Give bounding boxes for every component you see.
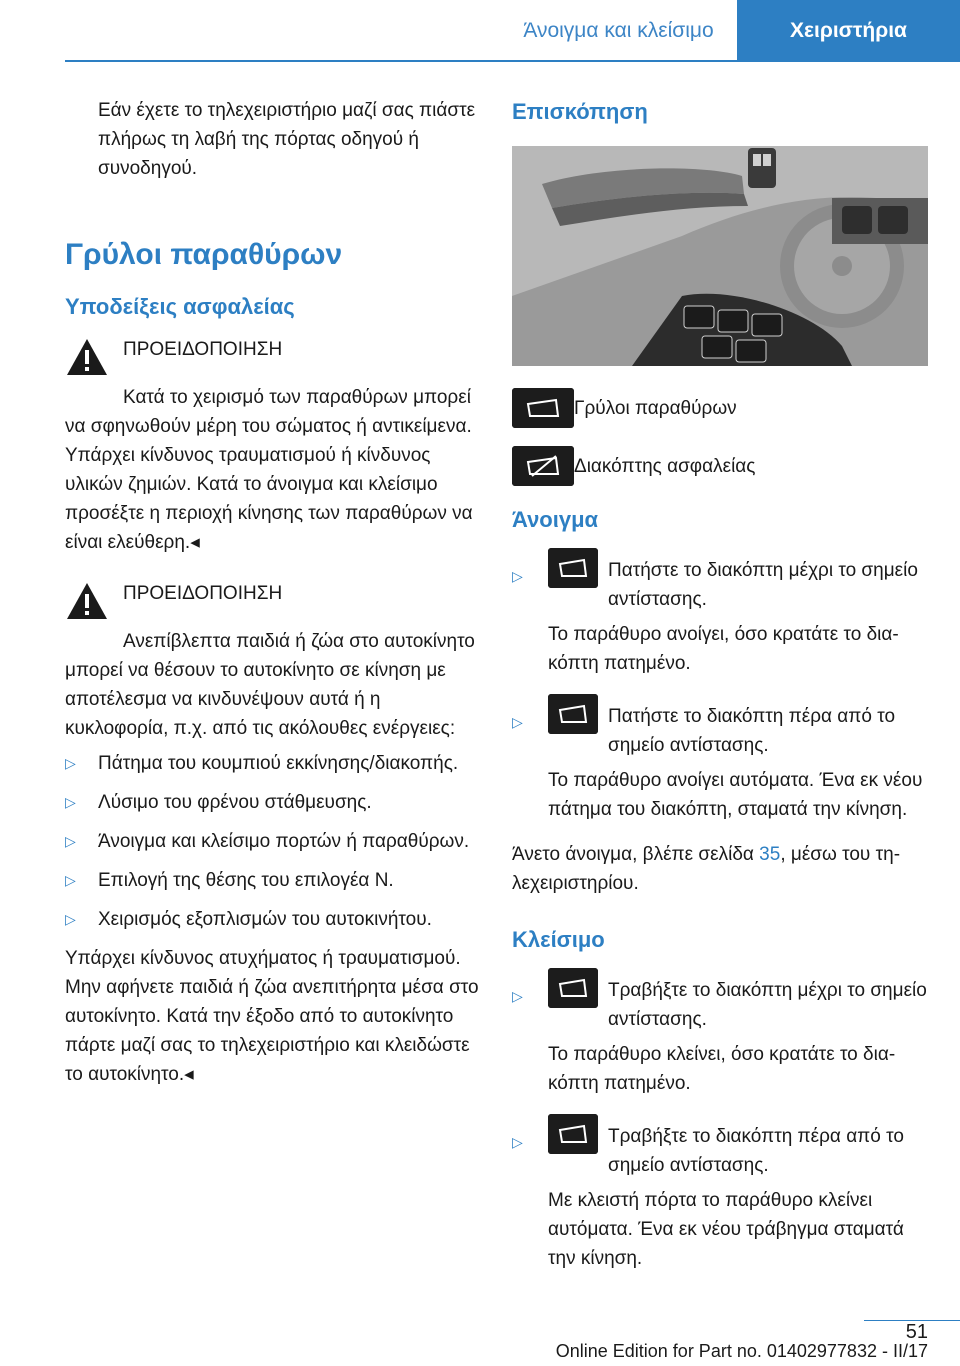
page-link[interactable]: 35 (759, 844, 781, 865)
header-rule (65, 60, 737, 62)
list-item (512, 548, 928, 688)
warning-block-1 (65, 335, 480, 557)
warning-label: ΠΡΟΕΙΔΟΠΟΙΗΣΗ (123, 583, 283, 604)
window-switch-icon (548, 694, 598, 734)
list-item: ▷ Πάτημα του κουμπιού εκκίνησης/διακοπής. (65, 749, 480, 778)
intro-paragraph: Εάν έχετε το τηλεχειριστήριο μαζί σας πιάστε πλήρως τη λαβή της πόρτας οδηγού ή συνοδηγού. (98, 100, 476, 179)
step-text: Πατήστε το διακόπτη πέρα από το σημείο αντίστασης. (608, 706, 896, 756)
triangle-bullet-icon: ▷ (65, 872, 76, 888)
left-column (65, 96, 480, 1107)
safety-notes-title: Υποδείξεις ασφαλείας (65, 294, 295, 319)
list-item (512, 968, 928, 1108)
closing-title: Κλείσιμο (512, 927, 605, 952)
step-text: Τραβήξτε το διακόπτη πέρα από το σημείο αντίστασης. (608, 1126, 904, 1176)
triangle-bullet-icon: ▷ (512, 568, 523, 584)
warning-icon (65, 581, 109, 621)
triangle-bullet-icon: ▷ (65, 911, 76, 927)
legend-label: Διακόπτης ασφαλείας (574, 455, 756, 477)
warning-closing-text: Υπάρχει κίνδυνος ατυχήματος ή τραυματισμού. Μην αφήνετε παιδιά ή ζώα ανεπιτήρητα μέσα στο αυτοκίνητο. Κατά την έξοδο από το αυτοκίνητο πάρτε μαζί σας το τηλεχειριστήριο και κλειδώστε το αυτοκίνητο.◂ (65, 948, 479, 1085)
step-text: Πατήστε το διακόπτη μέχρι το σημείο αντίστασης. (608, 560, 918, 610)
triangle-bullet-icon: ▷ (512, 1134, 523, 1150)
warning-bullet-list (65, 749, 480, 934)
right-column (512, 96, 928, 1289)
step-result: Το παράθυρο ανοίγει αυτόματα. Ένα εκ νέου πάτημα του διακόπτη, σταματά την κίνηση. (548, 770, 923, 820)
window-switch-icon (548, 968, 598, 1008)
list-item (512, 694, 928, 834)
window-switch-icon (548, 548, 598, 588)
list-item: ▷ Χειρισμός εξοπλισμών του αυτοκινήτου. (65, 905, 480, 934)
edition-label: Online Edition for Part no. 01402977832 - II/17 (555, 1341, 928, 1361)
list-item: ▷ Λύσιμο του φρένου στάθμευσης. (65, 788, 480, 817)
warning-text: Κατά το χειρισμό των παραθύρων μπορεί να σφηνωθούν μέρη του σώματος ή αντικείμενα. Υπάρχει κίνδυνος τραυματισμού ή κίνδυνος υλικών ζημιών. Κατά το άνοιγμα και κλείσιμο προσέξτε η περιοχή κίνησης των παραθύρων να είναι ελεύθερη.◂ (65, 387, 473, 553)
overview-title: Επισκόπηση (512, 99, 648, 124)
list-item: ▷ Επιλογή της θέσης του επιλογέα N. (65, 866, 480, 895)
step-result: Με κλειστή πόρτα το παράθυρο κλείνει αυτόματα. Ένα εκ νέου τράβηγμα σταματά την κίνηση. (548, 1190, 904, 1269)
door-panel-photo (512, 146, 928, 366)
legend-row (512, 446, 928, 486)
warning-text: Ανεπίβλεπτα παιδιά ή ζώα στο αυτοκίνητο μπορεί να θέσουν το αυτοκίνητο σε κίνηση με αποτέλεσμα να κινδυνέψουν αυτά ή η κυκλοφορία, π.χ. από τις ακόλουθες ενέργειες: (65, 631, 475, 739)
triangle-bullet-icon: ▷ (65, 833, 76, 849)
warning-label: ΠΡΟΕΙΔΟΠΟΙΗΣΗ (123, 339, 283, 360)
chapter-tab: Χειριστήρια (737, 0, 960, 62)
section-title: Άνοιγμα και κλείσιμο (523, 19, 714, 42)
window-lifts-title: Γρύλοι παραθύρων (65, 238, 343, 271)
window-switch-icon (548, 1114, 598, 1154)
legend-label: Γρύλοι παραθύρων (574, 397, 737, 419)
opening-title: Άνοιγμα (512, 507, 599, 532)
list-item (512, 1114, 928, 1283)
legend-row (512, 388, 928, 428)
page-number: 51 (905, 1321, 928, 1343)
window-switch-icon (512, 388, 574, 428)
triangle-bullet-icon: ▷ (65, 794, 76, 810)
warning-icon (65, 337, 109, 377)
comfort-opening-note: Άνετο άνοιγμα, βλέπε σελίδα 35, μέσω του τηλεχειριστηρίου. (512, 844, 901, 894)
triangle-bullet-icon: ▷ (512, 714, 523, 730)
warning-block-2 (65, 579, 480, 1089)
step-text: Τραβήξτε το διακόπτη μέχρι το σημείο αντίστασης. (608, 980, 927, 1030)
triangle-bullet-icon: ▷ (65, 755, 76, 771)
page-header (0, 0, 960, 62)
safety-switch-icon (512, 446, 574, 486)
triangle-bullet-icon: ▷ (512, 988, 523, 1004)
list-item: ▷ Άνοιγμα και κλείσιμο πορτών ή παραθύρων. (65, 827, 480, 856)
step-result: Το παράθυρο κλείνει, όσο κρατάτε το διακόπτη πατημένο. (548, 1044, 896, 1094)
step-result: Το παράθυρο ανοίγει, όσο κρατάτε το διακόπτη πατημένο. (548, 624, 899, 674)
